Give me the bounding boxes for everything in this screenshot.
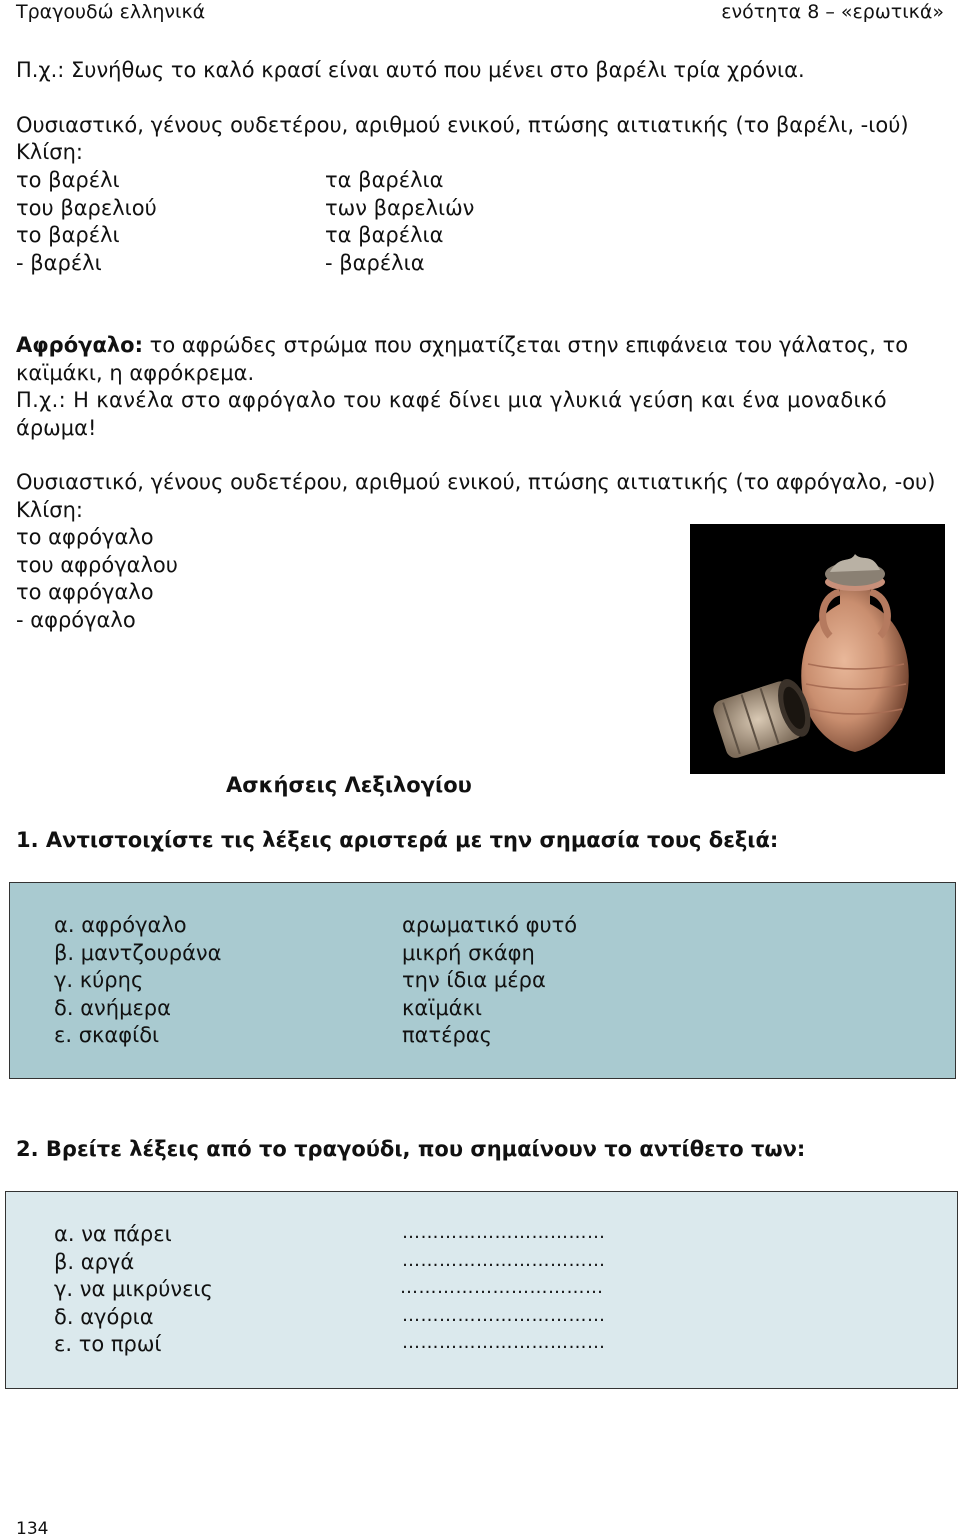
exercise1-right-3: την ίδια μέρα — [402, 968, 546, 992]
exercise2-blank-c[interactable]: …………………………… — [400, 1277, 604, 1298]
afrogalo-example-line1: Π.χ.: Η κανέλα στο αφρόγαλο του καφέ δίνει μια γλυκιά γεύση και ένα μοναδικό — [16, 388, 887, 412]
exercise2-blank-a[interactable]: …………………………… — [402, 1222, 606, 1243]
exercise2-left-a: α. να πάρει — [54, 1222, 172, 1246]
barel-singular-voc: - βαρέλι — [16, 251, 102, 275]
afrogalo-form-nom: το αφρόγαλο — [16, 525, 154, 549]
exercise1-left-a: α. αφρόγαλο — [54, 913, 187, 937]
afrogalo-definition-line1 — [16, 333, 908, 358]
barel-plural-nom: τα βαρέλια — [325, 168, 444, 192]
barel-singular-nom: το βαρέλι — [16, 168, 120, 192]
amphora-and-pyxis-image — [690, 524, 945, 774]
exercises-title: Ασκήσεις Λεξιλογίου — [226, 773, 472, 797]
afrogalo-form-gen: του αφρόγαλου — [16, 553, 178, 577]
barel-grammar: Ουσιαστικό, γένους ουδετέρου, αριθμού ενικού, πτώσης αιτιατικής (το βαρέλι, -ιού) — [16, 113, 909, 137]
exercise1-right-2: μικρή σκάφη — [402, 941, 535, 965]
exercise1-right-4: καϊμάκι — [402, 996, 483, 1020]
exercise1-right-5: πατέρας — [402, 1023, 492, 1047]
exercise1-left-e: ε. σκαφίδι — [54, 1023, 160, 1047]
afrogalo-definition-text: το αφρώδες στρώμα που σχηματίζεται στην επιφάνεια του γάλατος, το — [149, 333, 909, 357]
pottery-photo — [690, 524, 945, 774]
exercise2-blank-d[interactable]: …………………………… — [402, 1305, 606, 1326]
exercise1-left-b: β. μαντζουράνα — [54, 941, 222, 965]
exercise2-blank-e[interactable]: …………………………… — [402, 1332, 606, 1353]
exercise1-left-d: δ. ανήμερα — [54, 996, 171, 1020]
exercise1-left-c: γ. κύρης — [54, 968, 144, 992]
exercise2-left-c: γ. να μικρύνεις — [54, 1277, 213, 1301]
barel-plural-acc: τα βαρέλια — [325, 223, 444, 247]
afrogalo-grammar: Ουσιαστικό, γένους ουδετέρου, αριθμού ενικού, πτώσης αιτιατικής (το αφρόγαλο, -ου) — [16, 470, 936, 494]
barel-klisi-label: Κλίση: — [16, 140, 83, 164]
exercise2-blank-b[interactable]: …………………………… — [402, 1250, 606, 1271]
exercise2-left-d: δ. αγόρια — [54, 1305, 154, 1329]
exercise1-title: 1. Αντιστοιχίστε τις λέξεις αριστερά με την σημασία τους δεξιά: — [16, 828, 779, 852]
afrogalo-definition-line2: καϊμάκι, η αφρόκρεμα. — [16, 361, 255, 385]
page-number: 134 — [16, 1519, 49, 1539]
afrogalo-term: Αφρόγαλο: — [16, 333, 143, 357]
exercise2-title: 2. Βρείτε λέξεις από το τραγούδι, που σημαίνουν το αντίθετο των: — [16, 1137, 806, 1161]
barel-plural-voc: - βαρέλια — [325, 251, 425, 275]
exercise2-left-e: ε. το πρωί — [54, 1332, 162, 1356]
header-book-title: Τραγουδώ ελληνικά — [16, 1, 206, 23]
header-unit-title: ενότητα 8 – «ερωτικά» — [721, 1, 944, 23]
afrogalo-klisi-label: Κλίση: — [16, 498, 83, 522]
exercise2-left-b: β. αργά — [54, 1250, 135, 1274]
afrogalo-example-line2: άρωμα! — [16, 416, 97, 440]
afrogalo-form-acc: το αφρόγαλο — [16, 580, 154, 604]
barel-example: Π.χ.: Συνήθως το καλό κρασί είναι αυτό που μένει στο βαρέλι τρία χρόνια. — [16, 58, 805, 82]
barel-plural-gen: των βαρελιών — [325, 196, 475, 220]
barel-singular-acc: το βαρέλι — [16, 223, 120, 247]
barel-singular-gen: του βαρελιού — [16, 196, 157, 220]
exercise1-right-1: αρωματικό φυτό — [402, 913, 578, 937]
afrogalo-form-voc: - αφρόγαλο — [16, 608, 136, 632]
